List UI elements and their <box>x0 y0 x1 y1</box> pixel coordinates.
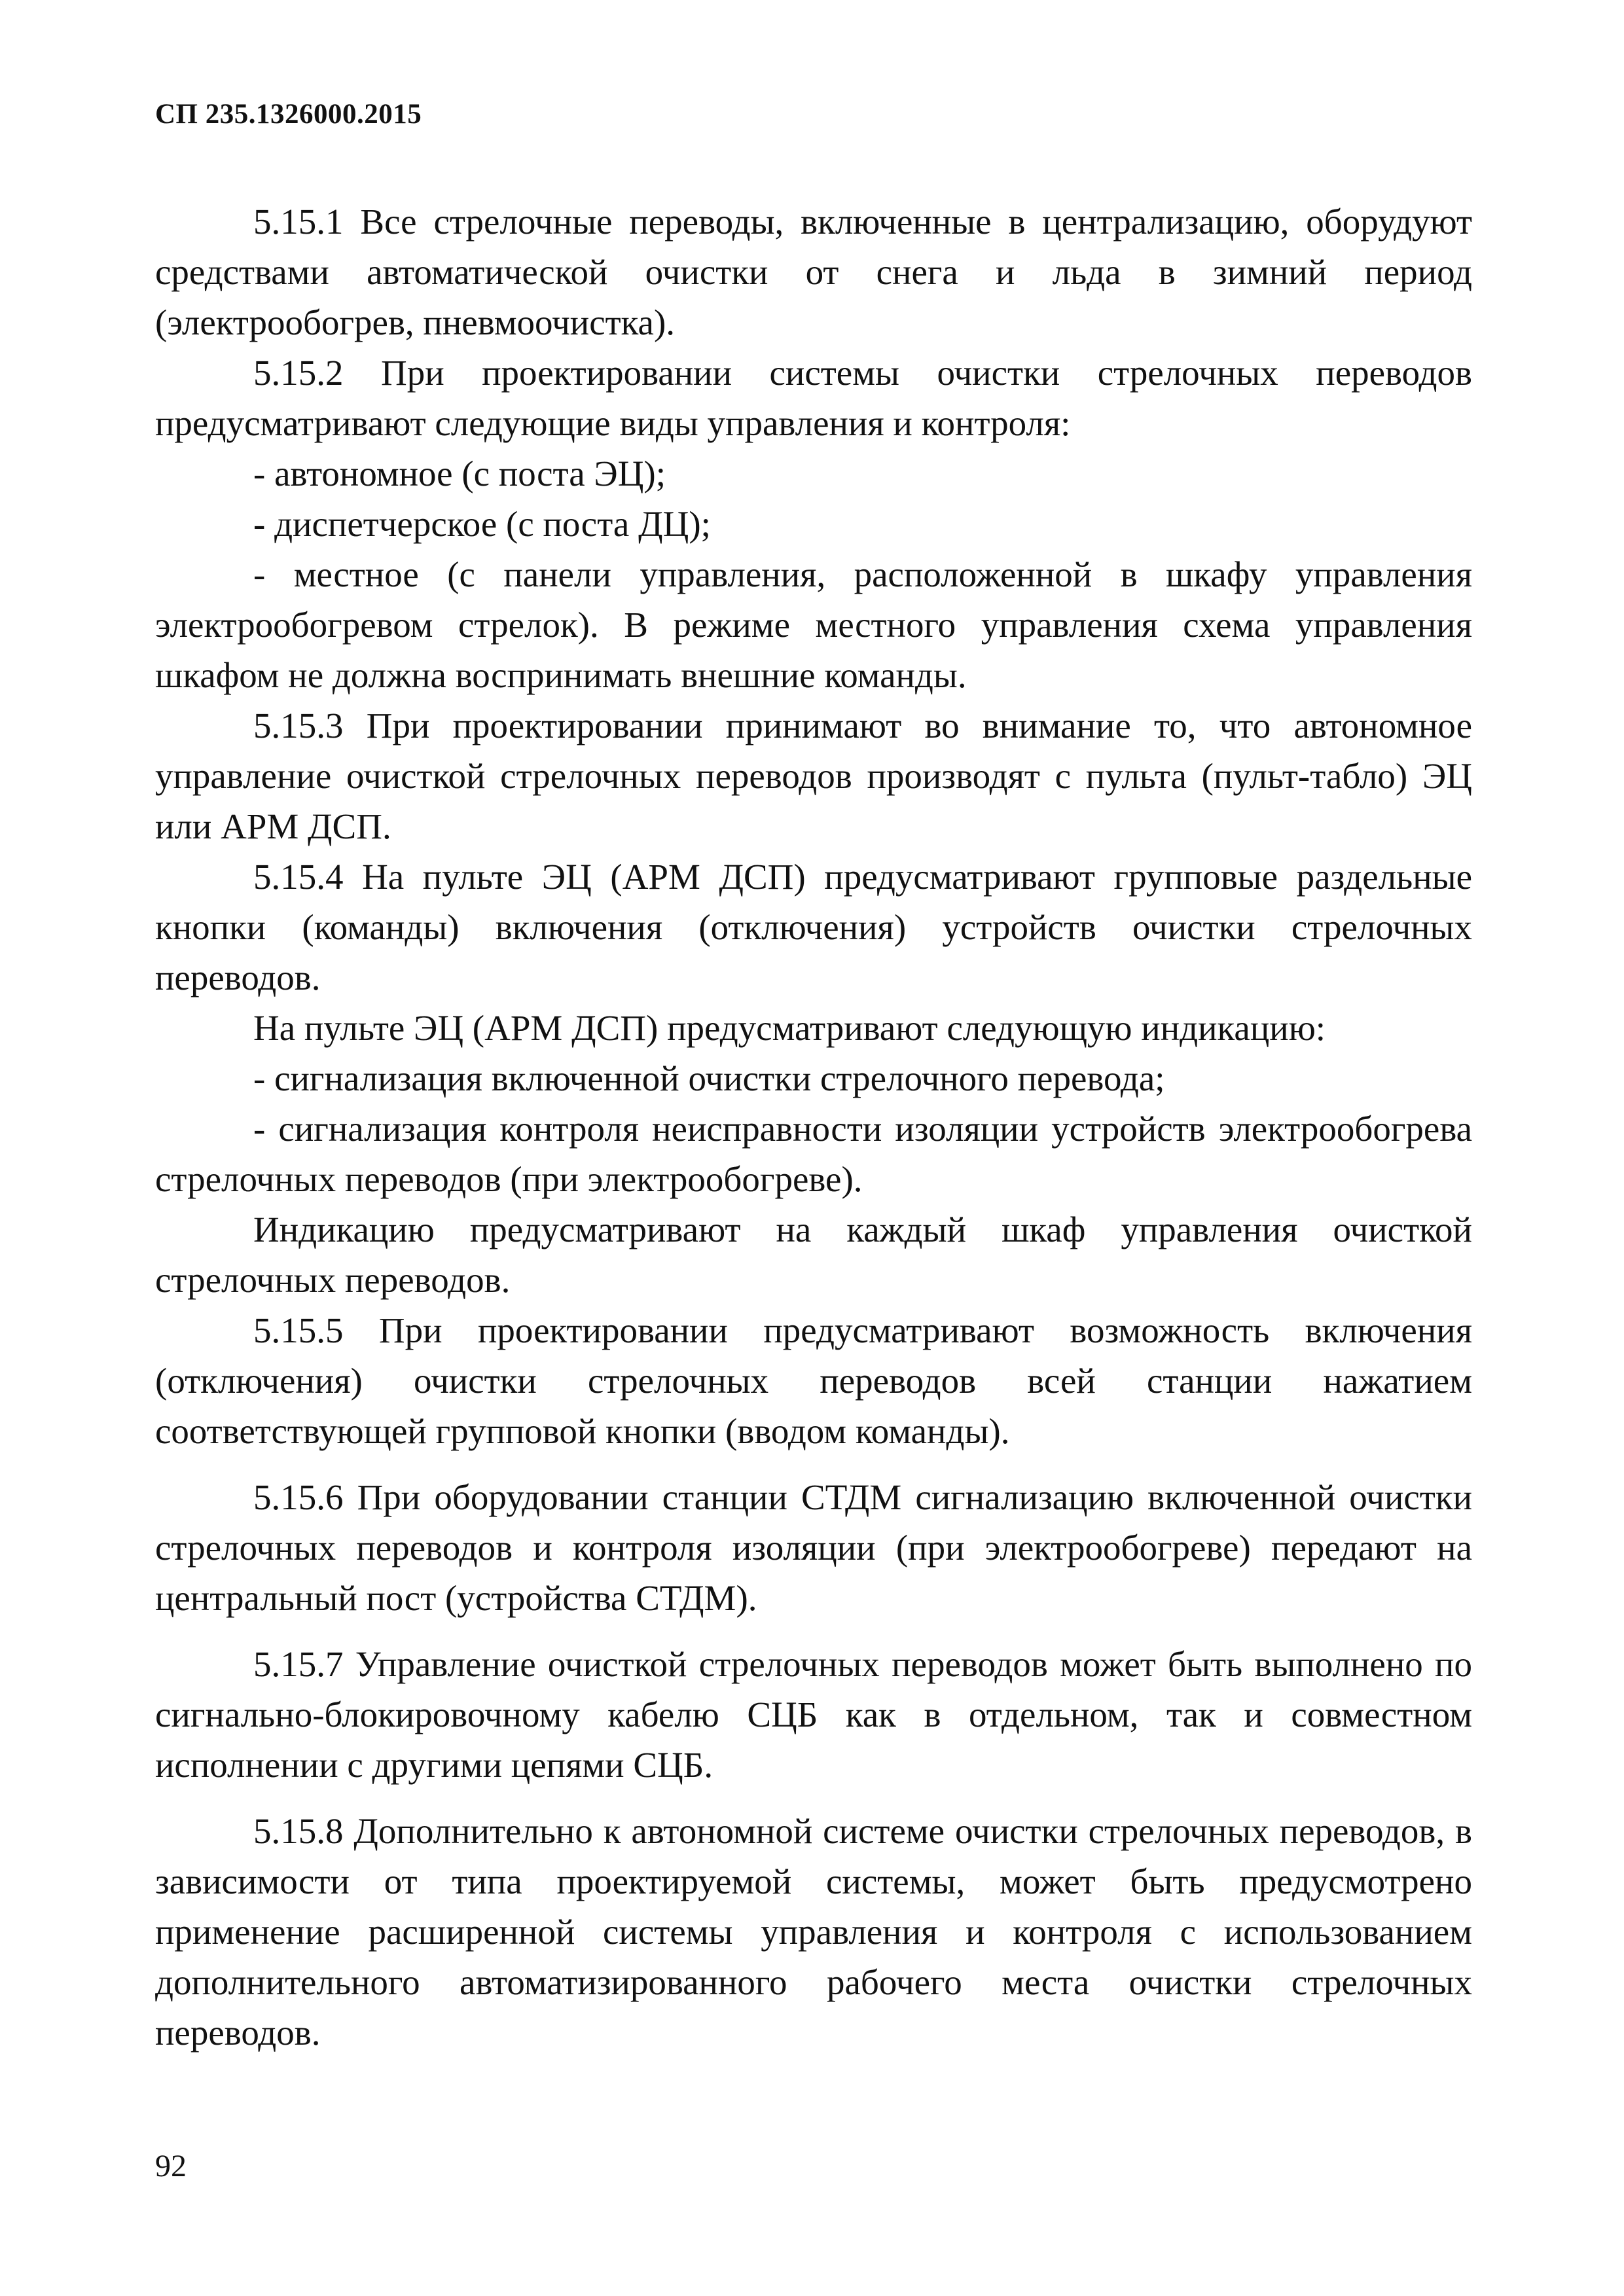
paragraph-5-15-1: 5.15.1 Все стрелочные переводы, включенные в централизацию, оборудуют средствами автоматической очистки от снега и льда в зимний период (электрообогрев, пневмоочистка). <box>155 202 1472 342</box>
paragraph-5-15-3: 5.15.3 При проектировании принимают во внимание то, что автономное управление очисткой стрелочных переводов производят с пульта (пульт-табло) ЭЦ или АРМ ДСП. <box>155 706 1472 846</box>
list-item-dispatcher: - диспетчерское (с поста ДЦ); <box>253 504 711 544</box>
paragraph-5-15-7: 5.15.7 Управление очисткой стрелочных переводов может быть выполнено по сигнально-блокировочному кабелю СЦБ как в отдельном, так и совместном исполнении с другими цепями СЦБ. <box>155 1644 1472 1785</box>
paragraph-5-15-6: 5.15.6 При оборудовании станции СТДМ сигнализацию включенной очистки стрелочных переводов и контроля изоляции (при электрообогреве) передают на центральный пост (устройства СТДМ). <box>155 1477 1472 1618</box>
document-code-header: СП 235.1326000.2015 <box>155 99 422 130</box>
document-body <box>155 196 1472 2058</box>
list-item-signal-insulation: - сигнализация контроля неисправности изоляции устройств электрообогрева стрелочных переводов (при электрообогреве). <box>155 1109 1472 1199</box>
paragraph-5-15-2: 5.15.2 При проектировании системы очистки стрелочных переводов предусматривают следующие виды управления и контроля: <box>155 353 1472 443</box>
page-number: 92 <box>155 2149 187 2183</box>
paragraph-indication-intro: На пульте ЭЦ (АРМ ДСП) предусматривают следующую индикацию: <box>253 1008 1326 1048</box>
paragraph-5-15-5: 5.15.5 При проектировании предусматривают возможность включения (отключения) очистки стрелочных переводов всей станции нажатием соответствующей групповой кнопки (вводом команды). <box>155 1310 1472 1451</box>
paragraph-5-15-8: 5.15.8 Дополнительно к автономной системе очистки стрелочных переводов, в зависимости от типа проектируемой системы, может быть предусмотрено применение расширенной системы управления и контроля с использованием дополнительного автоматизированного рабочего места очистки стрелочных переводов. <box>155 1811 1472 2053</box>
paragraph-indication-per-cabinet: Индикацию предусматривают на каждый шкаф управления очисткой стрелочных переводов. <box>155 1210 1472 1300</box>
list-item-autonomous: - автономное (с поста ЭЦ); <box>253 454 666 493</box>
paragraph-5-15-4: 5.15.4 На пульте ЭЦ (АРМ ДСП) предусматривают групповые раздельные кнопки (команды) включения (отключения) устройств очистки стрелочных переводов. <box>155 857 1472 997</box>
list-item-signal-cleaning: - сигнализация включенной очистки стрелочного перевода; <box>253 1058 1165 1098</box>
list-item-local: - местное (с панели управления, расположенной в шкафу управления электрообогревом стрелок). В режиме местного управления схема управления шкафом не должна воспринимать внешние команды. <box>155 554 1472 695</box>
